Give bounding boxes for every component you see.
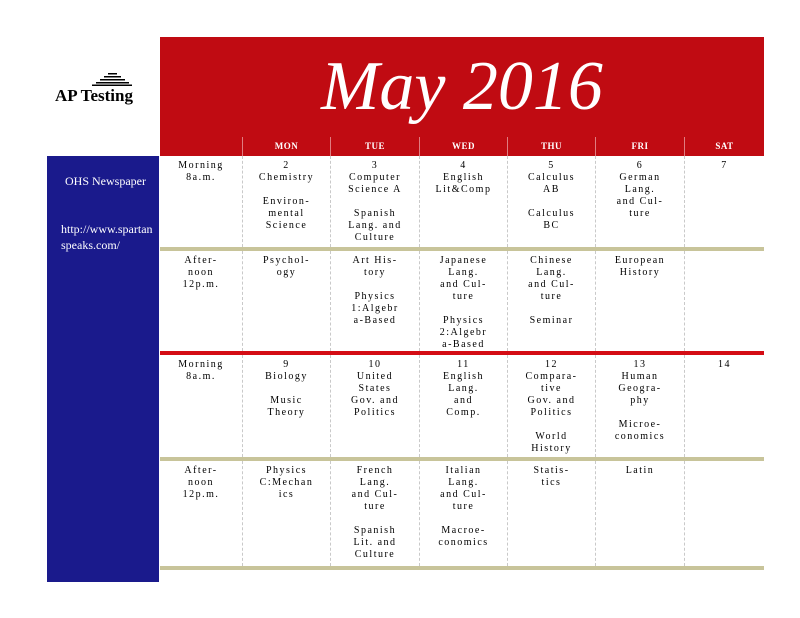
day-header-wed: WED — [420, 137, 508, 156]
day-header-sat: SAT — [715, 141, 734, 151]
date-number: 2 — [283, 160, 290, 171]
time-slot-label: Morning 8a.m. — [178, 359, 224, 382]
day-cell — [420, 251, 508, 351]
day-cell — [420, 461, 508, 566]
newspaper-url-link[interactable]: http://www.spartanspeaks.com/ — [61, 222, 153, 252]
logo-stripes-icon — [86, 72, 132, 86]
time-slot-cell — [160, 461, 243, 566]
date-number: 14 — [718, 359, 731, 370]
day-header-blank — [160, 137, 243, 156]
exam-course: Japanese Lang. and Cul- ture — [439, 255, 488, 302]
exam-course: Calculus BC — [528, 208, 575, 231]
logo-text: AP Testing — [55, 86, 133, 105]
day-cell — [331, 251, 420, 351]
sidebar-panel — [47, 156, 159, 582]
day-cell — [420, 355, 508, 457]
exam-course: English Lit&Comp — [435, 172, 492, 195]
exam-course: Psychol- ogy — [263, 255, 310, 278]
day-cell — [331, 355, 420, 457]
exam-course: Physics C:Mechan ics — [259, 465, 314, 500]
date-number: 13 — [633, 359, 647, 370]
day-header — [160, 137, 764, 156]
date-number: 5 — [548, 160, 555, 171]
day-cell — [685, 251, 764, 351]
exam-course: Environ- mental Science — [262, 196, 311, 231]
exam-course: Physics 2:Algebr a-Based — [439, 315, 488, 350]
exam-course: Latin — [625, 465, 655, 476]
day-cell — [508, 355, 596, 457]
day-cell — [596, 355, 685, 457]
time-slot-label: After- noon 12p.m. — [182, 255, 220, 290]
day-cell — [508, 461, 596, 566]
day-header-thu: THU — [508, 137, 596, 156]
day-cell — [243, 156, 331, 247]
time-slot-label: Morning 8a.m. — [178, 160, 224, 183]
day-cell — [420, 156, 508, 247]
calendar-grid — [160, 156, 764, 570]
exam-course: Human Geogra- phy — [618, 371, 662, 406]
exam-course: Statis- tics — [533, 465, 570, 488]
exam-course: Chinese Lang. and Cul- ture — [528, 255, 575, 302]
month-title: May 2016 — [321, 48, 603, 125]
month-banner — [160, 37, 764, 137]
exam-course: Music Theory — [267, 395, 306, 418]
date-number: 11 — [457, 359, 470, 370]
day-header-tue: TUE — [331, 137, 420, 156]
exam-course: Seminar — [529, 315, 574, 326]
day-cell — [596, 156, 685, 247]
date-number: 6 — [636, 160, 644, 171]
exam-course: Biology — [265, 371, 308, 382]
time-slot-cell — [160, 355, 243, 457]
day-cell — [243, 461, 331, 566]
day-cell — [331, 156, 420, 247]
exam-course: Art His- tory — [352, 255, 398, 278]
newspaper-label: OHS Newspaper — [65, 174, 146, 188]
week2-morning-row — [160, 355, 764, 457]
date-number: 4 — [460, 160, 467, 171]
day-cell — [243, 355, 331, 457]
day-cell — [508, 251, 596, 351]
date-number: 7 — [721, 160, 728, 171]
week1-morning-row — [160, 156, 764, 247]
exam-course: Calculus AB — [528, 172, 575, 195]
row-divider — [160, 566, 764, 570]
exam-course: French Lang. and Cul- ture — [351, 465, 399, 512]
logo — [52, 72, 160, 110]
exam-course: English Lang. and Comp. — [442, 371, 485, 418]
day-cell — [331, 461, 420, 566]
date-number: 12 — [545, 359, 558, 370]
day-cell — [685, 156, 764, 247]
day-header-mon: MON — [243, 137, 331, 156]
date-number: 3 — [371, 160, 379, 171]
exam-course: Computer Science A — [348, 172, 402, 195]
exam-course: Compara- tive Gov. and Politics — [525, 371, 578, 418]
time-slot-cell — [160, 251, 243, 351]
exam-course: Spanish Lit. and Culture — [353, 525, 397, 560]
day-cell — [508, 156, 596, 247]
day-cell — [243, 251, 331, 351]
exam-course: European History — [614, 255, 666, 278]
exam-course: Chemistry — [258, 172, 315, 183]
date-number: 9 — [283, 359, 290, 370]
day-header-fri: FRI — [596, 137, 685, 156]
exam-course: Physics 1:Algebr a-Based — [351, 291, 399, 326]
week1-afternoon-row — [160, 251, 764, 351]
day-cell — [685, 461, 764, 566]
exam-course: Macroe- conomics — [438, 525, 489, 548]
day-cell — [596, 251, 685, 351]
day-cell — [685, 355, 764, 457]
exam-course: United States Gov. and Politics — [350, 371, 399, 418]
exam-course: German Lang. and Cul- ture — [616, 172, 664, 219]
time-slot-cell — [160, 156, 243, 247]
week2-afternoon-row — [160, 461, 764, 566]
exam-course: Microe- conomics — [614, 419, 666, 442]
time-slot-label: After- noon 12p.m. — [182, 465, 220, 500]
day-cell — [596, 461, 685, 566]
exam-course: Spanish Lang. and Culture — [348, 208, 402, 243]
exam-course: Italian Lang. and Cul- ture — [440, 465, 487, 512]
exam-course: World History — [531, 431, 572, 454]
date-number: 10 — [368, 359, 382, 370]
